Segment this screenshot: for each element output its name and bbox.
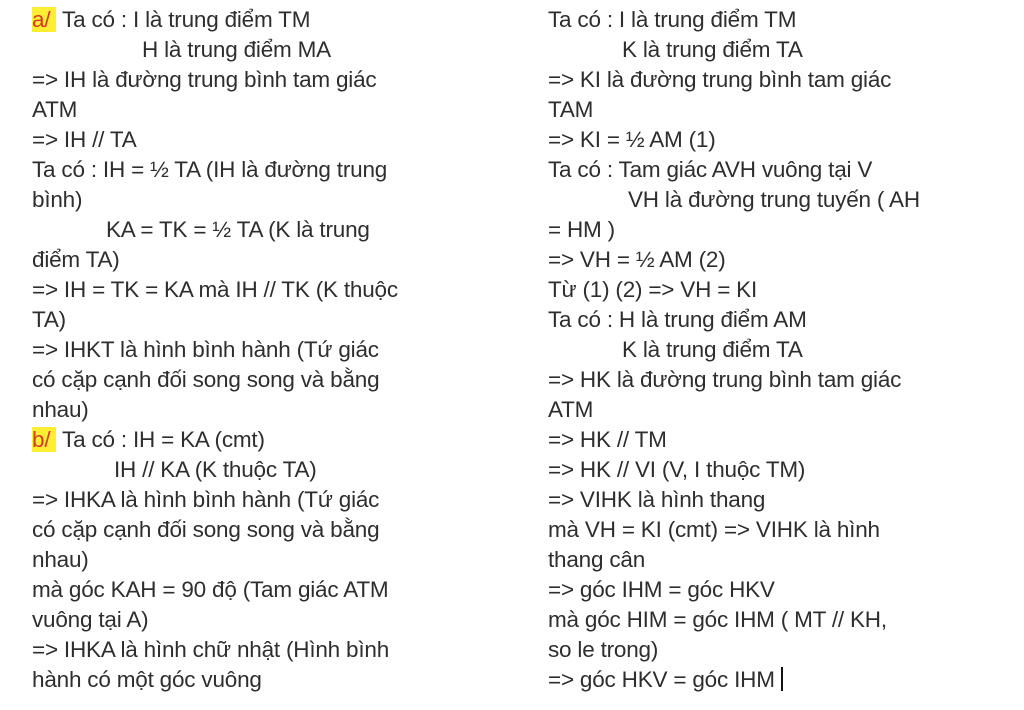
text-line: TA) xyxy=(32,307,66,332)
text-line: b/ Ta có : IH = KA (cmt) xyxy=(32,427,265,452)
text-line: => IH = TK = KA mà IH // TK (K thuộc xyxy=(32,277,398,302)
text-line: => VIHK là hình thang xyxy=(548,487,766,512)
text-line: nhau) xyxy=(32,397,89,422)
text-line: => KI = ½ AM (1) xyxy=(548,127,716,152)
text-line: => VH = ½ AM (2) xyxy=(548,247,726,272)
text-line: => IHKA là hình chữ nhật (Hình bình xyxy=(32,637,390,662)
text-line: hành có một góc vuông xyxy=(32,667,262,692)
text-line: ATM xyxy=(32,97,78,122)
text-line: có cặp cạnh đối song song và bằng xyxy=(32,367,380,392)
text-line: mà góc KAH = 90 độ (Tam giác ATM xyxy=(32,577,389,602)
text-line: vuông tại A) xyxy=(32,607,149,632)
text-line: IH // KA (K thuộc TA) xyxy=(114,457,317,482)
text-line: = HM ) xyxy=(548,217,615,242)
text-line: => KI là đường trung bình tam giác xyxy=(548,67,892,92)
text-line: => IHKT là hình bình hành (Tứ giác xyxy=(32,337,379,362)
text-line: => HK là đường trung bình tam giác xyxy=(548,367,902,392)
text-line: mà VH = KI (cmt) => VIHK là hình xyxy=(548,517,880,542)
text-line: KA = TK = ½ TA (K là trung xyxy=(106,217,370,242)
text-line: VH là đường trung tuyến ( AH xyxy=(628,187,920,212)
text-line: => HK // VI (V, I thuộc TM) xyxy=(548,457,806,482)
text-line: Ta có : Tam giác AVH vuông tại V xyxy=(548,157,873,182)
text-line: => góc HKV = góc IHM xyxy=(548,665,1008,695)
part-b-label: b/ xyxy=(32,427,56,452)
text-line: Từ (1) (2) => VH = KI xyxy=(548,277,758,302)
text-line: => IHKA là hình bình hành (Tứ giác xyxy=(32,487,380,512)
text-line: => HK // TM xyxy=(548,427,667,452)
text-line: K là trung điểm TA xyxy=(622,37,803,62)
text-cursor xyxy=(781,667,783,691)
text-line: Ta có : I là trung điểm TM xyxy=(548,7,797,32)
text-line: điểm TA) xyxy=(32,247,120,272)
right-column xyxy=(548,5,1008,695)
text-line: so le trong) xyxy=(548,637,659,662)
text-line: thang cân xyxy=(548,547,646,572)
text-line: => IH // TA xyxy=(32,127,137,152)
part-a-label: a/ xyxy=(32,7,56,32)
text-line: Ta có : IH = ½ TA (IH là đường trung xyxy=(32,157,388,182)
left-column xyxy=(32,5,502,695)
text-line: ATM xyxy=(548,397,594,422)
text-line: => góc IHM = góc HKV xyxy=(548,577,775,602)
text-line: => IH là đường trung bình tam giác xyxy=(32,67,377,92)
text-line: có cặp cạnh đối song song và bằng xyxy=(32,517,380,542)
text-line: H là trung điểm MA xyxy=(142,37,331,62)
text-line: TAM xyxy=(548,97,594,122)
text-line: mà góc HIM = góc IHM ( MT // KH, xyxy=(548,607,887,632)
text-line: bình) xyxy=(32,187,83,212)
text-line: nhau) xyxy=(32,547,89,572)
text-line: Ta có : H là trung điểm AM xyxy=(548,307,807,332)
text-line: K là trung điểm TA xyxy=(622,337,803,362)
text-line: a/ Ta có : I là trung điểm TM xyxy=(32,7,311,32)
